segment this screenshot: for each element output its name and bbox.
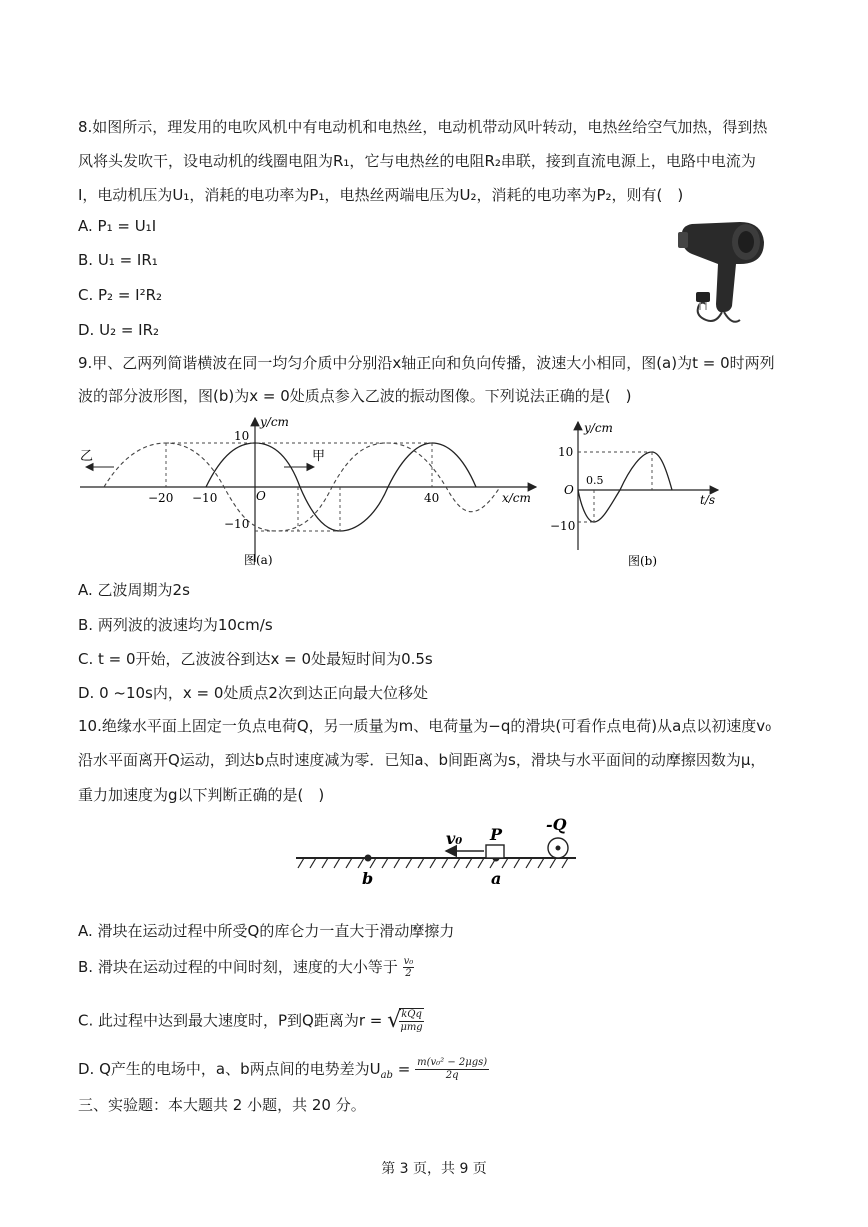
- fraction-c-den: μmg: [400, 1022, 423, 1033]
- y-axis-label-b: y/cm: [584, 421, 613, 435]
- u-equals: =: [392, 1060, 411, 1078]
- vibration-graph-b: [548, 420, 728, 570]
- q9-line-2: 波的部分波形图，图(b)为x = 0处质点参入乙波的振动图像。下列说法正确的是( ): [78, 387, 632, 405]
- fraction-b: [403, 956, 415, 979]
- y-axis-label: y/cm: [260, 415, 289, 429]
- q10-option-d-row: [78, 1057, 489, 1086]
- hair-dryer-image: [676, 220, 768, 332]
- vibration-curve: [578, 452, 672, 522]
- tick-b-10: 10: [558, 445, 574, 459]
- origin-label: O: [256, 489, 266, 503]
- fraction-b-num: v₀: [403, 956, 414, 967]
- tick-x-40: 40: [424, 491, 440, 505]
- tick-y-m10: −10: [224, 517, 250, 531]
- q9-option-a: A. 乙波周期为2s: [78, 581, 190, 599]
- q10-option-b: B. 滑块在运动过程的中间时刻，速度的大小等于: [78, 958, 398, 976]
- tick-x-m20: −20: [148, 491, 174, 505]
- fraction-c-num: kQq: [401, 1009, 422, 1020]
- q8-option-c: C. P₂ = I²R₂: [78, 286, 163, 304]
- label-a: a: [491, 869, 502, 888]
- fraction-d-den: 2q: [445, 1070, 459, 1081]
- label-Q: -Q: [546, 815, 567, 834]
- tick-b-05: 0.5: [586, 474, 604, 487]
- q10-line-2: 沿水平面离开Q运动，到达b点时速度减为零．已知a、b间距离为s，滑块与水平面间的动摩擦因数为μ，: [78, 751, 766, 769]
- q10-line-1: 10.绝缘水平面上固定一负点电荷Q，另一质量为m、电荷量为−q的滑块(可看作点电荷)从a点以初速度v₀: [78, 717, 772, 735]
- q8-line-1: 8.如图所示，理发用的电吹风机中有电动机和电热丝，电动机带动风叶转动，电热丝给空气加热，得到热: [78, 118, 768, 136]
- u-subscript: ab: [380, 1070, 393, 1081]
- q8-option-a: A. P₁ = U₁I: [78, 217, 157, 235]
- fraction-d: [415, 1057, 489, 1082]
- caption-b: 图(b): [628, 554, 658, 568]
- tick-b-m10: −10: [550, 519, 576, 533]
- point-b: [365, 855, 372, 862]
- page-footer: 第 3 页，共 9 页: [381, 1161, 487, 1177]
- x-axis-label: x/cm: [502, 491, 531, 505]
- section-3-heading: 三、实验题：本大题共 2 小题，共 20 分。: [78, 1096, 366, 1114]
- tick-x-m10: −10: [192, 491, 218, 505]
- slider-block-P: [486, 845, 504, 858]
- tick-y-10: 10: [234, 429, 250, 443]
- q9-option-b: B. 两列波的波速均为10cm/s: [78, 616, 273, 634]
- label-P: P: [490, 825, 503, 844]
- q8-line-3: I，电动机压为U₁，消耗的电功率为P₁，电热丝两端电压为U₂，消耗的电功率为P₂，则有( ): [78, 186, 684, 204]
- q8-option-d: D. U₂ = IR₂: [78, 321, 160, 339]
- q10-option-a: A. 滑块在运动过程中所受Q的库仑力一直大于滑动摩擦力: [78, 922, 455, 940]
- q10-option-b-row: [78, 956, 414, 979]
- fraction-b-den: 2: [405, 968, 412, 979]
- label-yi: 乙: [80, 449, 94, 464]
- origin-label-b: O: [564, 483, 574, 497]
- q10-line-3: 重力加速度为g以下判断正确的是( ): [78, 786, 325, 804]
- q9-option-c: C. t = 0开始，乙波波谷到达x = 0处最短时间为0.5s: [78, 650, 433, 668]
- fraction-d-num: m(v₀² − 2μgs): [417, 1057, 488, 1068]
- wave-graph-a: [74, 412, 544, 572]
- q9-line-1: 9.甲、乙两列简谐横波在同一均匀介质中分别沿x轴正向和负向传播，波速大小相同，图(a)为t = 0时两列: [78, 354, 775, 372]
- label-b: b: [362, 869, 374, 888]
- sqrt-symbol: √: [387, 1008, 402, 1033]
- q10-option-c: C. 此过程中达到最大速度时，P到Q距离为r =: [78, 1011, 383, 1030]
- q10-option-c-row: [78, 1008, 424, 1034]
- fraction-c: [399, 1008, 424, 1034]
- label-jia: 甲: [312, 449, 326, 464]
- caption-a: 图(a): [244, 553, 273, 567]
- q8-option-b: B. U₁ = IR₁: [78, 251, 158, 269]
- charge-slider-diagram: [296, 810, 580, 890]
- t-axis-label: t/s: [700, 493, 716, 507]
- label-v0: v₀: [446, 829, 463, 848]
- q9-option-d: D. 0 ~10s内，x = 0处质点2次到达正向最大位移处: [78, 684, 428, 702]
- q8-line-2: 风将头发吹干，设电动机的线圈电阻为R₁，它与电热丝的电阻R₂串联，接到直流电源上，电路中电流为: [78, 152, 756, 170]
- q10-option-d: D. Q产生的电场中，a、b两点间的电势差为U: [78, 1060, 381, 1078]
